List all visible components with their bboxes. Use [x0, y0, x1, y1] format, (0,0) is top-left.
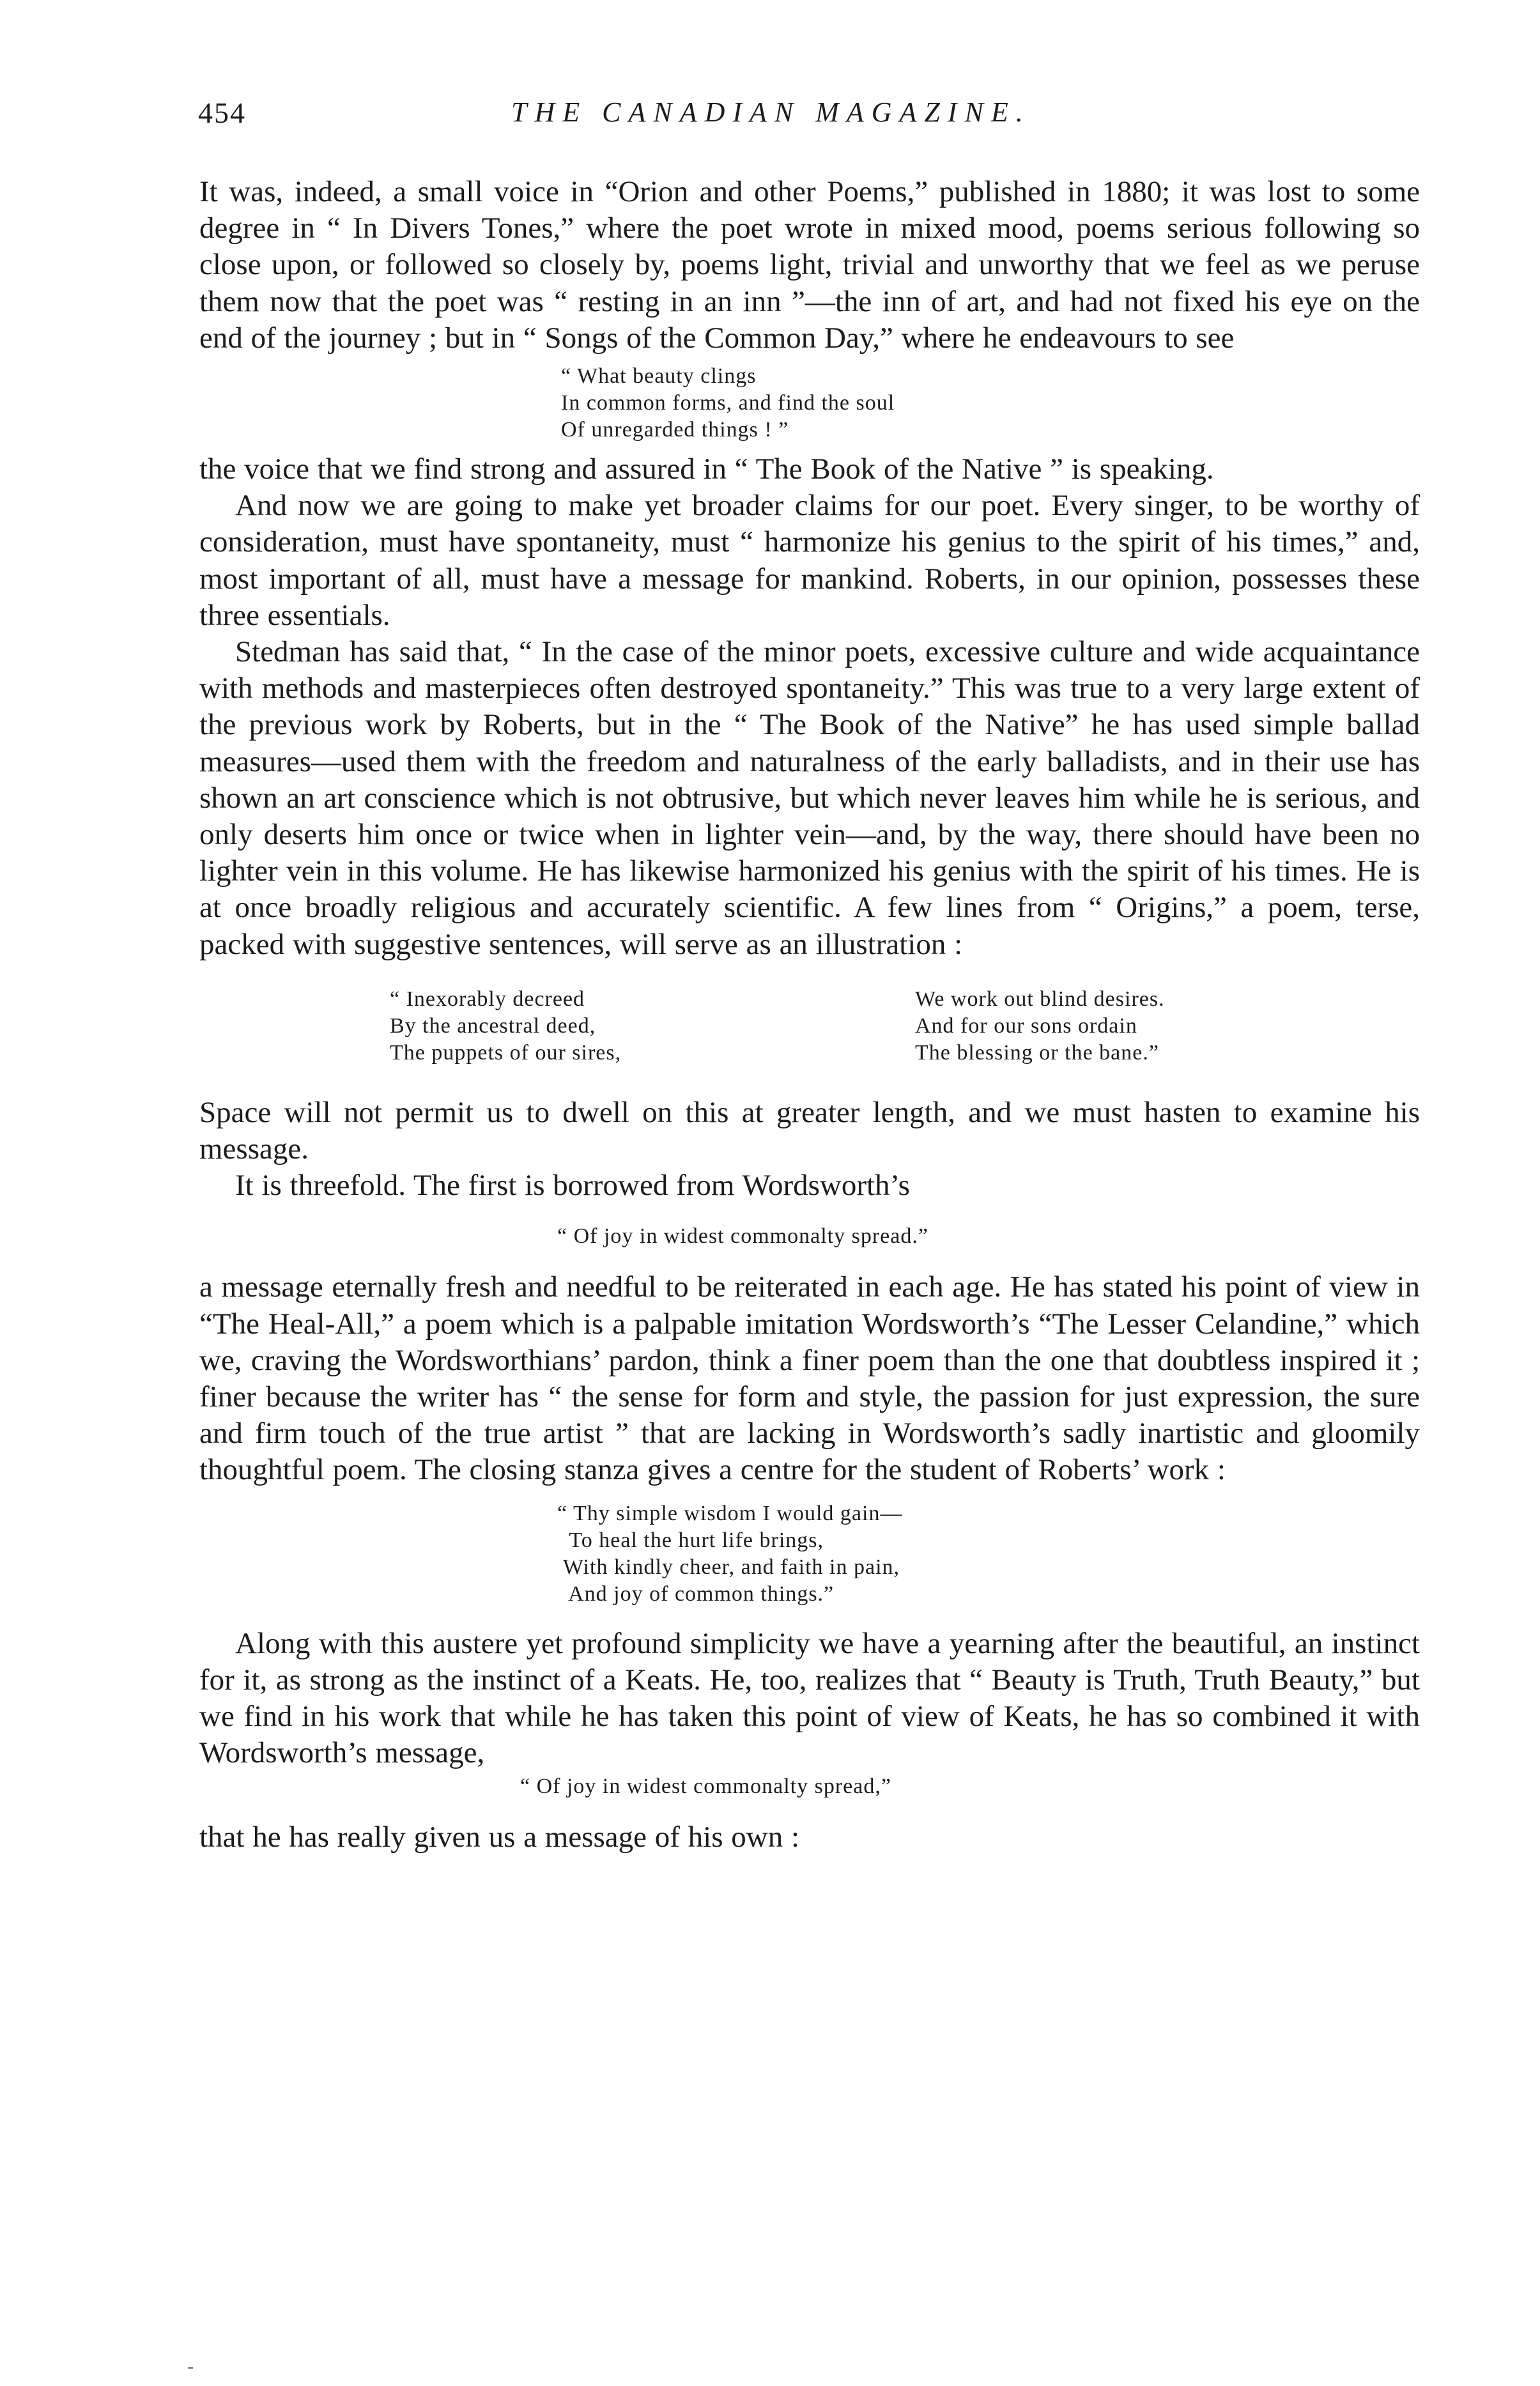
running-title: THE CANADIAN MAGAZINE. — [511, 96, 1031, 128]
quote-line: “ Inexorably decreed — [390, 987, 585, 1011]
paragraph-voice: the voice that we find strong and assured in “ The Book of the Native ” is speaking. — [199, 452, 1214, 486]
paragraph-keats: Along with this austere yet profound simplicity we have a yearning after the beautiful, an instinct for it, as strong as the instinct of a Keats. He, too, realizes that “ Beauty is Truth, Truth Beauty,” but we find in his work that while he has taken this point of view of Keats, he has so combined it with Wordsworth’s message, — [199, 1626, 1420, 1770]
quote-line: By the ancestral deed, — [390, 1013, 596, 1038]
quote-origins-left — [390, 986, 621, 1066]
paragraph-broader-claims: And now we are going to make yet broader claims for our poet. Every singer, to be worthy of consideration, must have spontaneity, must “ harmonize his genius to the spirit of his times,” and, most important of all, must have a message for mankind. Roberts, in our opinion, possesses these three essentials. — [199, 489, 1420, 632]
quote-line: In common forms, and find the soul — [561, 391, 895, 415]
paragraph-heal-all: a message eternally fresh and needful to be reiterated in each age. He has stated his point of view in “The Heal-All,” a poem which is a palpable imitation Wordsworth’s “The Lesser Celandine,” which we, craving the Wordsworthians’ pardon, think a finer poem than the one that doubtless inspired it ; finer because the writer has “ the sense for form and style, the passion for just expression, the sure and firm touch of the true artist ” that are lacking in Wordsworth’s sadly inartistic and gloomily thoughtful poem. The closing stanza gives a centre for the student of Roberts’ work : — [199, 1270, 1420, 1487]
quote-line: And for our sons ordain — [915, 1013, 1137, 1038]
quote-line: “ What beauty clings — [561, 364, 757, 389]
quote-line: The blessing or the bane.” — [915, 1040, 1159, 1065]
paragraph-threefold: It is threefold. The first is borrowed from Wordsworth’s — [235, 1169, 910, 1203]
quote-songs-of-common-day — [561, 363, 1420, 443]
quote-line: “ Thy simple wisdom I would gain— — [557, 1501, 903, 1525]
article-body — [199, 174, 1420, 1856]
paragraph-stedman: Stedman has said that, “ In the case of the minor poets, excessive culture and wide acquaintance with methods and masterpieces often destroyed spontaneity.” This was true to a very large extent of the previous work by Roberts, but in the “ The Book of the Native” he has used simple ballad measures—used them with the freedom and naturalness of the early balladists, and in their use has shown an art conscience which is not obtrusive, but which never leaves him while he is serious, and only deserts him once or twice when in lighter vein—and, by the way, there should have been no lighter vein in this volume. He has likewise harmonized his genius with the spirit of his times. He is at once broadly religious and accurately scientific. A few lines from “ Origins,” a poem, terse, packed with suggestive sentences, will serve as an illustration : — [199, 635, 1420, 961]
quote-origins-right — [915, 986, 1165, 1066]
quote-line: To heal the hurt life brings, — [557, 1528, 824, 1552]
quote-line: We work out blind desires. — [915, 987, 1165, 1011]
print-mark — [188, 2367, 193, 2369]
page-header — [198, 96, 1425, 134]
quote-line: And joy of common things.” — [557, 1582, 835, 1606]
page-number: 454 — [198, 96, 246, 129]
quote-line: The puppets of our sires, — [390, 1040, 622, 1065]
quote-line: “ Of joy in widest commonalty spread,” — [520, 1774, 891, 1798]
quote-wordsworth-joy-repeat — [520, 1773, 1420, 1800]
quote-heal-all-stanza — [557, 1500, 1420, 1608]
quote-line: With kindly cheer, and faith in pain, — [557, 1555, 900, 1579]
quote-wordsworth-joy — [557, 1223, 1420, 1250]
paragraph-orion: It was, indeed, a small voice in “Orion and other Poems,” published in 1880; it was lost to some degree in “ In Divers Tones,” where the poet wrote in mixed mood, poems serious following so close upon, or followed so closely by, poems light, trivial and unworthy that we feel as we peruse them now that the poet was “ resting in an inn ”—the inn of art, and had not fixed his eye on the end of the journey ; but in “ Songs of the Common Day,” where he endeavours to see — [199, 175, 1420, 355]
paragraph-space: Space will not permit us to dwell on this at greater length, and we must hasten to examine his message. — [199, 1095, 1420, 1166]
quote-line: “ Of joy in widest commonalty spread.” — [557, 1224, 928, 1249]
quote-line: Of unregarded things ! ” — [561, 418, 789, 442]
quote-origins — [199, 986, 1420, 1069]
paragraph-own-message: that he has really given us a message of his own : — [199, 1820, 800, 1854]
